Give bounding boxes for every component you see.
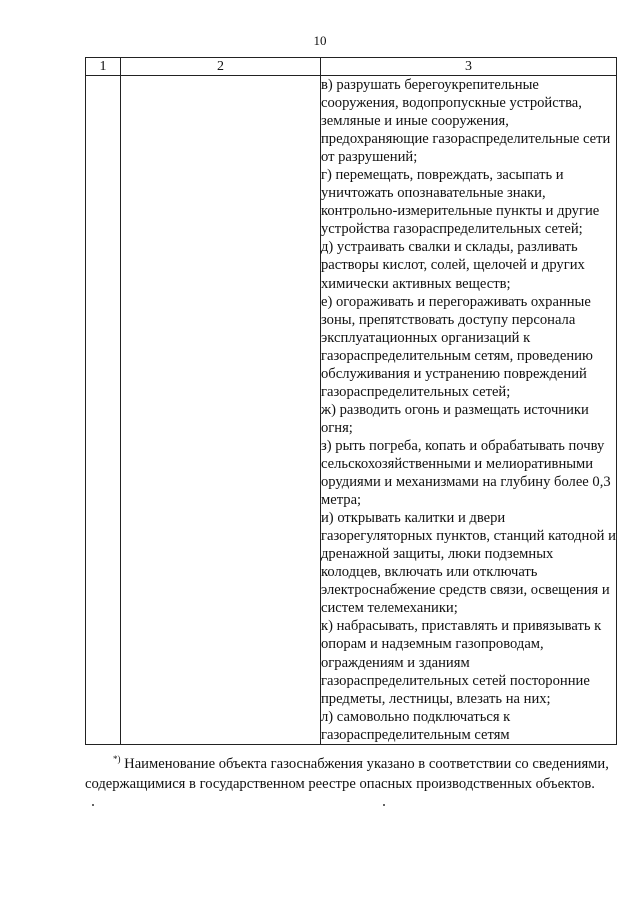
footnote-line-2: содержащимися в государственном реестре опасных производственных объектов.: [85, 776, 595, 792]
column-3-cell: [321, 76, 617, 745]
clause-zh: ж) разводить огонь и размещать источники огня;: [321, 401, 589, 436]
footnote-text-1: Наименование объекта газоснабжения указано в соответствии со сведениями,: [124, 756, 609, 772]
clause-e: е) огораживать и перегораживать охранные зоны, препятствовать доступу персонала эксплуатационных организаций к газораспределительным сетям, проведению обслуживания и устранению повреждений газораспределительных сетей;: [321, 293, 593, 400]
scan-artifact-dot: [383, 804, 385, 806]
column-header-3: 3: [321, 58, 617, 76]
clause-d: д) устраивать свалки и склады, разливать растворы кислот, солей, щелочей и других химически активных веществ;: [321, 239, 585, 292]
column-1-cell: [86, 76, 121, 745]
scan-artifact-dot: [92, 804, 94, 806]
clause-l: л) самовольно подключаться к газораспределительным сетям: [321, 708, 511, 743]
clause-v: в) разрушать берегоукрепительные сооружения, водопропускные устройства, земляные и иные сооружения, предохраняющие газораспределительные сети от разрушений;: [321, 77, 611, 166]
footnote-line-1: [85, 749, 616, 774]
clause-i: и) открывать калитки и двери газорегуляторных пунктов, станций катодной и дренажной защиты, люки подземных колодцев, включать или отключать электроснабжение средств связи, освещения и систем телемеханики;: [321, 510, 616, 617]
requirements-table: [85, 57, 617, 745]
footnote: [85, 749, 616, 794]
clause-k: к) набрасывать, приставлять и привязывать к опорам и надземным газопроводам, ограждениям и зданиям газораспределительных сетей посторонние предметы, лестницы, влезать на них;: [321, 618, 602, 707]
table-header-row: [86, 58, 617, 76]
page-number: 10: [313, 33, 327, 48]
column-2-cell: [121, 76, 321, 745]
column-header-1: 1: [86, 58, 121, 76]
footnote-marker: *): [113, 754, 121, 764]
table-row: [86, 76, 617, 745]
clause-g: г) перемещать, повреждать, засыпать и уничтожать опознавательные знаки, контрольно-измерительные пункты и другие устройства газораспределительных сетей;: [321, 167, 600, 238]
clause-z: з) рыть погреба, копать и обрабатывать почву сельскохозяйственными и мелиоративными орудиями и механизмами на глубину более 0,3 метра;: [321, 437, 611, 509]
column-header-2: 2: [121, 58, 321, 76]
